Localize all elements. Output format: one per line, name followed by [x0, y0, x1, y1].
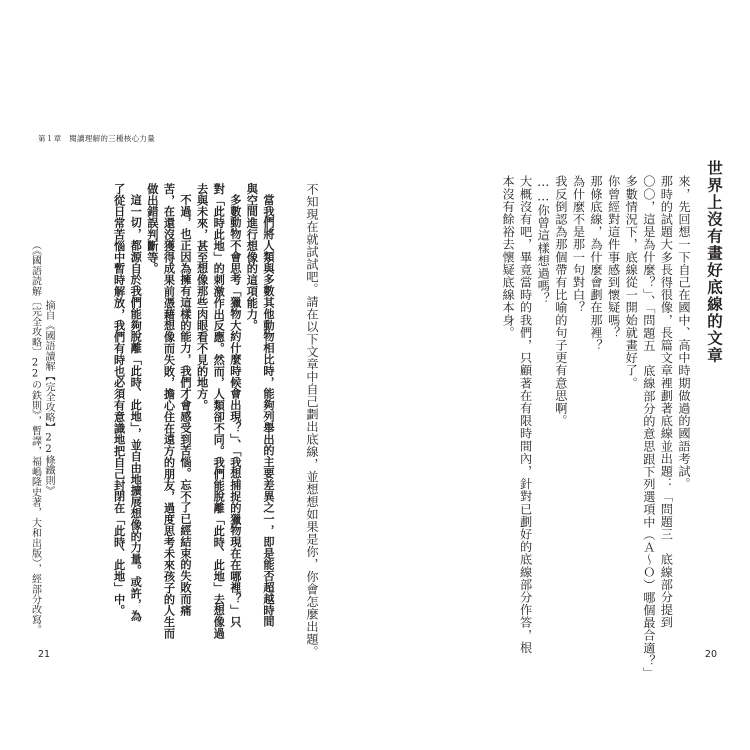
quote-line: 做出錯誤判斷等。 — [145, 183, 160, 275]
quote-line: 苦，在還沒獲得成果前憑藉想像而失敗，擔心住在遠方的朋友，過度思考未來孩子的人生而 — [162, 183, 177, 639]
text-line: 多數情況下，底線從一開始就畫好了。 — [624, 175, 639, 390]
body-text — [498, 175, 692, 680]
text-line: 本沒有餘裕去懷疑底線本身。 — [501, 175, 516, 339]
text-line: 為什麼不是那一句對白？ — [571, 175, 586, 314]
page-number: 20 — [704, 649, 717, 660]
quote-line: 去與未來，甚至想像那些肉眼看不見的地方。 — [195, 183, 210, 411]
text-line: ……你曾這樣想過嗎？ — [536, 175, 551, 305]
text-line: 那條底線，為什麼會劃在那裡？ — [589, 175, 604, 352]
citation-line: 摘自《國語讀解【完全攻略】22條鐵則》 — [43, 300, 54, 496]
quote-line: 這一切，都源自於我們能夠脫離「此時、此地」，並自由地擴展想像的力量。或許，為 — [129, 194, 144, 622]
running-head: 第１章 閱讀理解的三種核心力量 — [38, 134, 155, 143]
quote-line: 不過，也正因為擁有這樣的能力，我們才會感受到苦惱。忘不了已經結束的失敗而痛 — [179, 194, 194, 616]
quote-line: 與空間進行想像的這項能力。 — [245, 183, 260, 332]
quote-line: 多數動物不會思考「獵物大約什麼時候會出現？」、「我想捕捉的獵物現在在哪裡？」只 — [228, 194, 243, 628]
quote-line: 對「此時此地」的刺激作出反應。然而，人類卻不同。我們能脫離「此時、此地」去想像過 — [212, 183, 227, 639]
page-number: 21 — [38, 649, 51, 660]
section-title: 世界上沒有畫好底線的文章 — [705, 160, 723, 364]
text-line: 那時的試題大多長得很像，長篇文章裡劃著底線並出題：「問題三 底線部分提到 — [659, 175, 674, 629]
text-line: 我反倒認為那個帶有比喻的句子更有意思啊。 — [553, 175, 568, 427]
source-citation — [28, 240, 55, 635]
quote-line: 當我們將人類與多數其他動物相比時，能夠列舉出的主要差異之一，即是能否超越時間 — [262, 194, 276, 628]
text-line: 〇〇，這是為什麼？」、「問題五 底線部分的意思跟下列選項中（Ａ～Ｏ）哪個最合適？」 — [641, 175, 656, 680]
quoted-passage — [111, 183, 277, 639]
text-line: 不知現在就試試吧。請在以下文章中自己劃出底線，並想想如果是你，你會怎麼出題。 — [305, 183, 319, 658]
quote-line: 了從日常苦惱中暫時解放，我們有時也必須有意識地把自己封閉在「此時、此地」中。 — [112, 183, 127, 617]
intro-text — [302, 183, 320, 658]
text-line: 你曾經對這件事感到懷疑嗎？ — [606, 175, 621, 339]
right-page — [375, 0, 750, 750]
citation-line: （《國語読解〔完全攻略〕22の鉄則》，暫譯，福嶋隆史著，大和出版），經部分改寫。 — [29, 240, 41, 635]
text-line: 來，先回想一下自己在國中、高中時期做過的國語考試。 — [677, 175, 691, 490]
text-line: 大概沒有吧，畢竟當時的我們，只顧著在有限時間內，針對已劃好的底線部分作答，根 — [518, 175, 533, 654]
